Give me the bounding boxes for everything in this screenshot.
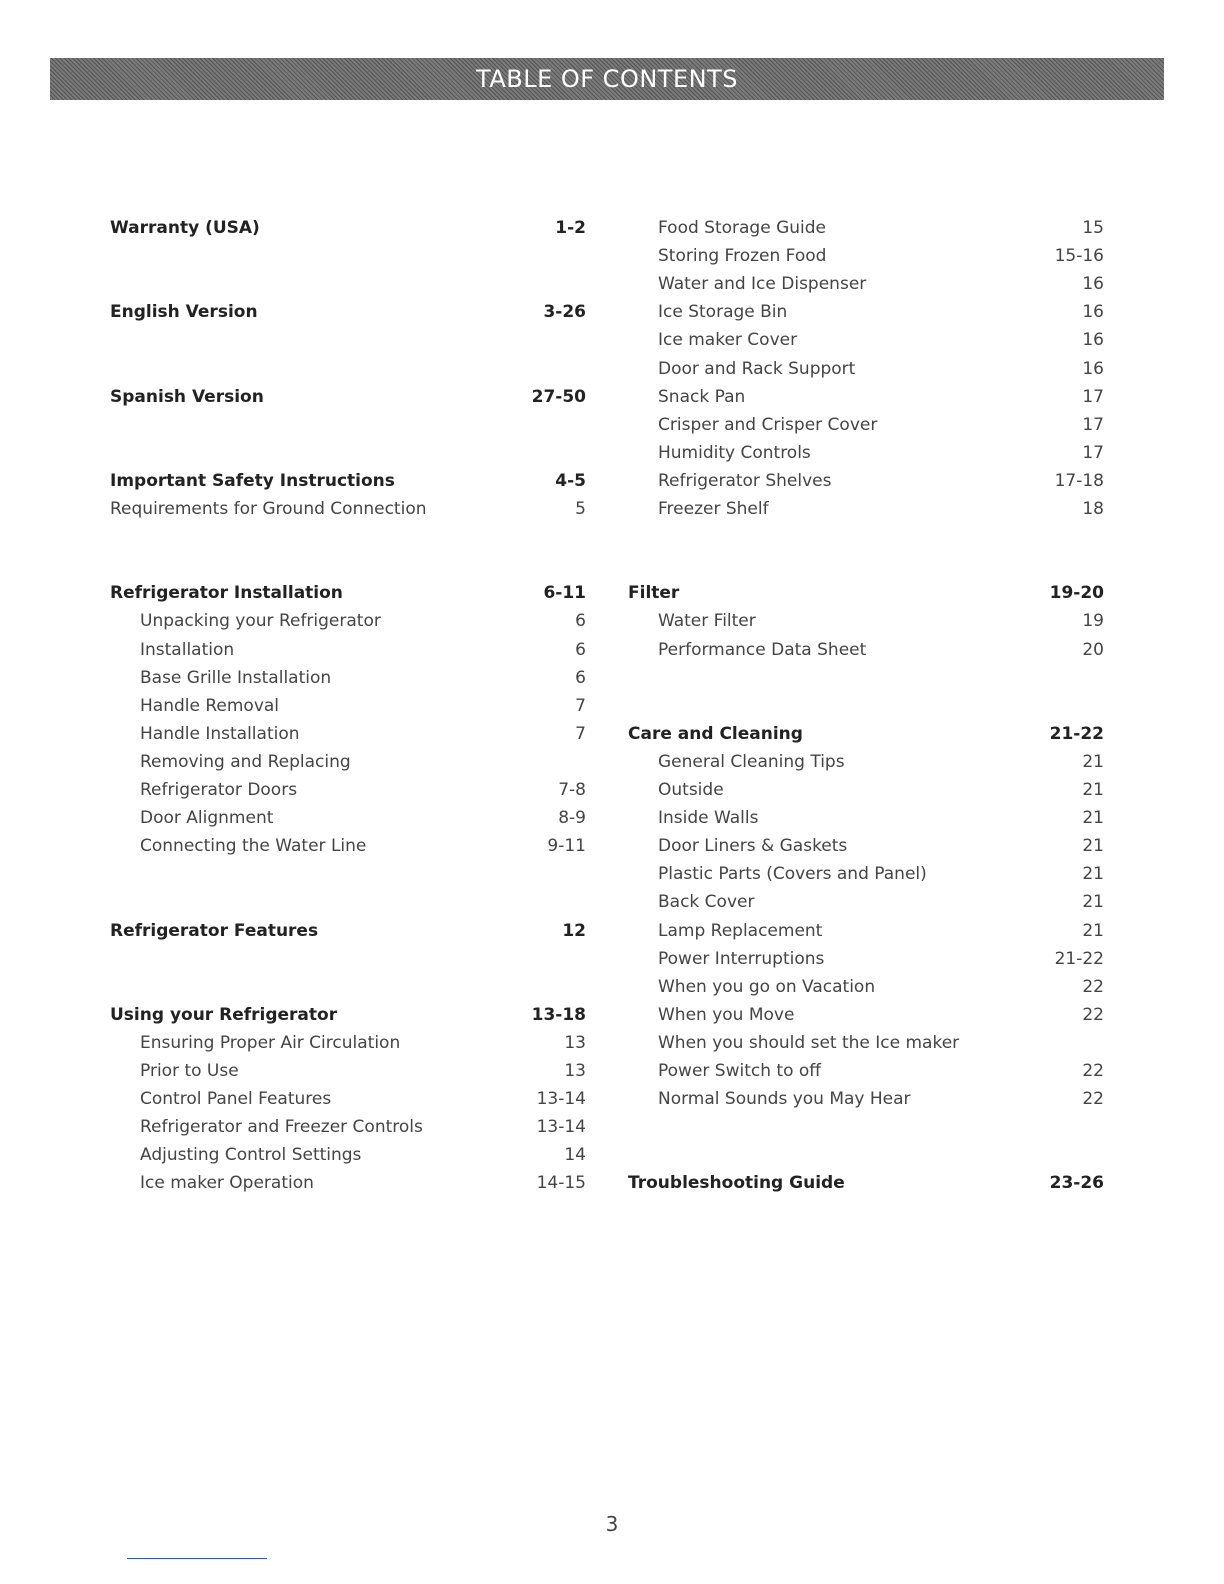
toc-entry <box>110 495 586 523</box>
toc-entry-label: Warranty (USA) <box>110 218 260 238</box>
toc-entry-label: Adjusting Control Settings <box>140 1145 362 1166</box>
toc-entry <box>628 270 1104 298</box>
toc-entry-page: 14 <box>564 1145 586 1166</box>
toc-entry-page: 6 <box>575 667 586 688</box>
toc-entry <box>110 214 586 242</box>
toc-entry-page: 23-26 <box>1049 1173 1104 1194</box>
toc-entry <box>110 298 586 326</box>
toc-entry-page: 22 <box>1082 976 1104 997</box>
toc-entry-page: 12 <box>562 920 586 941</box>
toc-entry-page: 17 <box>1082 414 1104 435</box>
toc-entry-page: 3-26 <box>543 302 586 323</box>
toc-entry-label: Lamp Replacement <box>658 920 823 941</box>
toc-entry <box>110 832 586 860</box>
toc-entry <box>628 1057 1104 1085</box>
toc-entry <box>110 1085 586 1113</box>
toc-entry-page: 16 <box>1082 274 1104 295</box>
title-banner <box>50 58 1164 100</box>
toc-entry-page: 4-5 <box>555 470 586 491</box>
toc-entry-label: Refrigerator Features <box>110 920 319 941</box>
toc-entry <box>628 411 1104 439</box>
toc-entry <box>110 917 586 945</box>
toc-entry-label: Removing and Replacing <box>140 751 351 772</box>
toc-entry-label: Ensuring Proper Air Circulation <box>140 1032 401 1053</box>
toc-entry-label: Requirements for Ground Connection <box>110 499 427 519</box>
toc-entry-page: 16 <box>1082 330 1104 351</box>
toc-entry-label: Food Storage Guide <box>658 218 827 238</box>
toc-entry <box>628 495 1104 523</box>
toc-entry-page: 6 <box>575 611 586 632</box>
toc-entry-page: 21 <box>1082 751 1104 772</box>
toc-entry-label: Important Safety Instructions <box>110 470 395 491</box>
toc-entry-label: Troubleshooting Guide <box>628 1173 845 1194</box>
toc-entry-page: 13-14 <box>536 1089 586 1110</box>
toc-entry-page: 1-2 <box>555 218 586 238</box>
toc-entry <box>110 1001 586 1029</box>
toc-entry-label: Connecting the Water Line <box>140 836 367 857</box>
toc-entry-page: 13-18 <box>531 1004 586 1025</box>
toc-entry-page: 27-50 <box>531 386 586 407</box>
toc-entry <box>110 607 586 635</box>
toc-entry <box>628 1029 1104 1057</box>
toc-entry-page: 19-20 <box>1049 583 1104 604</box>
toc-entry <box>628 1001 1104 1029</box>
toc-entry <box>628 804 1104 832</box>
toc-entry <box>110 720 586 748</box>
toc-entry-page: 21 <box>1082 780 1104 800</box>
toc-entry-page: 8-9 <box>558 808 586 829</box>
toc-entry-label: When you should set the Ice maker <box>658 1032 960 1053</box>
toc-entry <box>628 1169 1104 1197</box>
toc-entry-page: 17 <box>1082 442 1104 463</box>
toc-entry-label: Outside <box>658 780 724 800</box>
toc-entry-label: Refrigerator Doors <box>140 780 298 800</box>
toc-entry <box>110 804 586 832</box>
toc-entry-label: Normal Sounds you May Hear <box>658 1089 911 1110</box>
toc-entry-label: Ice maker Cover <box>658 330 798 351</box>
toc-entry <box>628 298 1104 326</box>
toc-entry <box>110 692 586 720</box>
toc-entry <box>110 579 586 607</box>
toc-entry-label: Refrigerator Installation <box>110 583 343 604</box>
page-number: 3 <box>605 1512 619 1536</box>
toc-entry-page: 21 <box>1082 808 1104 829</box>
toc-entry-label: Care and Cleaning <box>628 723 803 744</box>
toc-entry-page: 6-11 <box>543 583 586 604</box>
toc-entry <box>628 888 1104 916</box>
toc-entry-page: 18 <box>1082 499 1104 519</box>
toc-entry-label: Water Filter <box>658 611 756 632</box>
toc-entry-label: Handle Installation <box>140 723 300 744</box>
toc-entry <box>110 1029 586 1057</box>
toc-entry-label: English Version <box>110 302 258 323</box>
toc-entry <box>110 383 586 411</box>
toc-entry-label: Back Cover <box>658 892 755 913</box>
toc-entry-label: Refrigerator and Freezer Controls <box>140 1117 423 1138</box>
toc-entry-page: 21 <box>1082 892 1104 913</box>
toc-entry-label: Handle Removal <box>140 695 280 716</box>
toc-entry-label: Control Panel Features <box>140 1089 332 1110</box>
toc-entry-label: Door Liners & Gaskets <box>658 836 848 857</box>
toc-entry <box>628 720 1104 748</box>
toc-entry <box>628 355 1104 383</box>
toc-entry <box>110 1113 586 1141</box>
toc-entry-label: Snack Pan <box>658 386 746 407</box>
toc-entry-label: Humidity Controls <box>658 442 811 463</box>
toc-entry-label: Door Alignment <box>140 808 274 829</box>
toc-entry-page: 22 <box>1082 1089 1104 1110</box>
toc-entry-page: 7 <box>575 723 586 744</box>
toc-entry-page: 21 <box>1082 864 1104 885</box>
toc-entry-page: 7-8 <box>558 780 586 800</box>
toc-entry-page: 13-14 <box>536 1117 586 1138</box>
toc-entry <box>628 439 1104 467</box>
toc-entry-label: When you Move <box>658 1004 795 1025</box>
toc-entry <box>628 776 1104 804</box>
toc-entry <box>628 214 1104 242</box>
toc-entry-page: 21 <box>1082 920 1104 941</box>
toc-entry-label: Power Switch to off <box>658 1061 821 1081</box>
toc-entry <box>628 832 1104 860</box>
toc-entry-label: Ice maker Operation <box>140 1173 314 1194</box>
toc-entry-label: Filter <box>628 583 680 604</box>
toc-entry-label: Prior to Use <box>140 1061 239 1081</box>
toc-entry <box>110 748 586 776</box>
toc-entry-label: Power Interruptions <box>658 948 825 969</box>
toc-entry-label: Performance Data Sheet <box>658 639 867 660</box>
toc-entry-label: Ice Storage Bin <box>658 302 788 323</box>
toc-entry <box>628 945 1104 973</box>
toc-entry-page: 13 <box>564 1032 586 1053</box>
footer-rule <box>127 1558 267 1559</box>
toc-entry-page: 7 <box>575 695 586 716</box>
toc-entry <box>110 776 586 804</box>
toc-entry <box>110 636 586 664</box>
toc-entry-page: 16 <box>1082 302 1104 323</box>
toc-entry <box>110 1057 586 1085</box>
toc-entry <box>628 636 1104 664</box>
toc-entry-label: Unpacking your Refrigerator <box>140 611 381 632</box>
toc-entry <box>628 860 1104 888</box>
toc-entry <box>628 467 1104 495</box>
toc-entry <box>110 664 586 692</box>
toc-entry-label: Inside Walls <box>658 808 759 829</box>
toc-entry-label: Using your Refrigerator <box>110 1004 338 1025</box>
toc-entry-page: 9-11 <box>547 836 586 857</box>
toc-entry-page: 17 <box>1082 386 1104 407</box>
toc-entry <box>628 607 1104 635</box>
toc-entry-page: 17-18 <box>1054 470 1104 491</box>
toc-entry-page: 22 <box>1082 1061 1104 1081</box>
toc-entry-label: Crisper and Crisper Cover <box>658 414 878 435</box>
toc-entry-page: 22 <box>1082 1004 1104 1025</box>
toc-entry-label: Base Grille Installation <box>140 667 332 688</box>
toc-entry <box>628 326 1104 354</box>
toc-entry-label: Refrigerator Shelves <box>658 470 832 491</box>
toc-entry-page: 6 <box>575 639 586 660</box>
toc-entry-label: Water and Ice Dispenser <box>658 274 867 295</box>
toc-entry <box>628 383 1104 411</box>
toc-entry-page: 20 <box>1082 639 1104 660</box>
toc-entry-page: 5 <box>575 499 586 519</box>
toc-entry <box>110 1141 586 1169</box>
toc-entry-label: Door and Rack Support <box>658 358 856 379</box>
toc-entry-page: 13 <box>564 1061 586 1081</box>
toc-entry-page: 21-22 <box>1049 723 1104 744</box>
toc-entry-label: Plastic Parts (Covers and Panel) <box>658 864 927 885</box>
toc-entry-label: Spanish Version <box>110 386 264 407</box>
toc-entry-page: 15 <box>1082 218 1104 238</box>
toc-entry-page: 19 <box>1082 611 1104 632</box>
toc-entry-label: Freezer Shelf <box>658 499 769 519</box>
toc-entry-page: 14-15 <box>536 1173 586 1194</box>
toc-entry-label: Storing Frozen Food <box>658 246 827 267</box>
toc-entry <box>628 748 1104 776</box>
toc-entry <box>110 1169 586 1197</box>
toc-entry-label: Installation <box>140 639 235 660</box>
toc-entry-page: 21 <box>1082 836 1104 857</box>
page-title: TABLE OF CONTENTS <box>476 65 738 93</box>
toc-entry <box>628 242 1104 270</box>
toc-entry <box>628 579 1104 607</box>
toc-entry-label: When you go on Vacation <box>658 976 876 997</box>
toc-entry-label: General Cleaning Tips <box>658 751 845 772</box>
toc-entry <box>628 917 1104 945</box>
toc-entry <box>628 1085 1104 1113</box>
toc-entry-page: 16 <box>1082 358 1104 379</box>
toc-entry-page: 21-22 <box>1054 948 1104 969</box>
toc-entry <box>110 467 586 495</box>
toc-entry-page: 15-16 <box>1054 246 1104 267</box>
toc-entry <box>628 973 1104 1001</box>
